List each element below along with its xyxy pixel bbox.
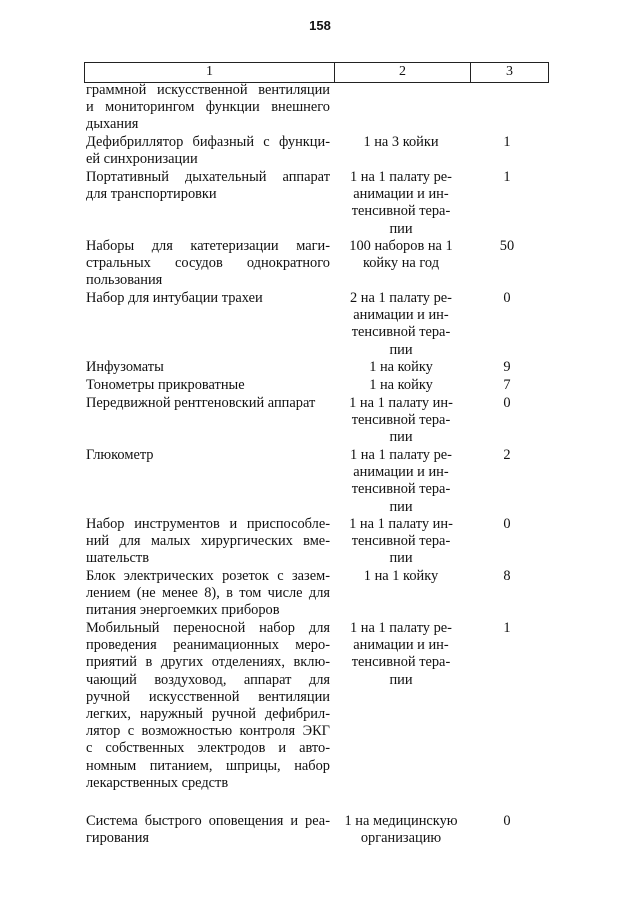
row-3-qty: 1 xyxy=(503,169,511,185)
row-11-name-line: питания энергоемких приборов xyxy=(86,602,280,619)
row-8-norm xyxy=(338,395,464,447)
row-3-name xyxy=(86,169,330,203)
row-7-name-line: Тонометры прикроватные xyxy=(86,377,245,393)
row-10-qty: 0 xyxy=(503,516,511,532)
row-12-name-line: приятий в других отделениях, вклю- xyxy=(86,654,330,671)
row-12-norm-line: тенсивной тера- xyxy=(351,654,451,671)
row-12-name-line: легких, наружный ручной дефибрил- xyxy=(86,706,330,723)
row-7-norm xyxy=(338,377,464,394)
row-6-qty: 9 xyxy=(503,359,511,375)
row-11-norm-line: 1 на 1 койку xyxy=(363,568,439,584)
row-13-name xyxy=(86,813,330,847)
row-2-qty: 1 xyxy=(503,134,511,150)
row-12-name-line: номным питанием, шприцы, набор xyxy=(86,757,330,774)
row-3-norm-line: анимации и ин- xyxy=(353,186,449,203)
row-7-norm-line: 1 на койку xyxy=(369,377,433,393)
row-10-norm xyxy=(338,516,464,568)
row-9-norm xyxy=(338,447,464,516)
row-5-qty: 0 xyxy=(503,290,511,306)
row-5-norm-line: 2 на 1 палату ре- xyxy=(350,290,452,306)
row-6-name-line: Инфузоматы xyxy=(86,359,164,375)
row-7-qty: 7 xyxy=(503,377,511,393)
row-4-norm-line: койку на год xyxy=(362,255,440,272)
row-9-norm-line: анимации и ин- xyxy=(353,464,449,481)
row-9-norm-line: 1 на 1 палату ре- xyxy=(350,447,452,463)
row-6-norm-line: 1 на койку xyxy=(369,359,433,375)
row-12-name-line: лекарственных средств xyxy=(86,774,229,791)
row-12-qty: 1 xyxy=(503,620,511,636)
row-5-norm-line: анимации и ин- xyxy=(353,307,449,324)
row-3-name-line: для транспортировки xyxy=(86,186,217,203)
row-8-name xyxy=(86,395,330,412)
header-col-2: 2 xyxy=(335,63,471,82)
row-2-name-line: Дефибриллятор бифазный с функци- xyxy=(86,134,330,150)
row-13-qty: 0 xyxy=(503,813,511,829)
row-3-norm-line: пии xyxy=(389,220,413,237)
row-5-norm-line: пии xyxy=(389,341,413,358)
row-13-norm-line: организацию xyxy=(360,830,442,847)
row-9-norm-line: тенсивной тера- xyxy=(351,481,451,498)
row-7-name xyxy=(86,377,330,394)
row-12-norm-line: анимации и ин- xyxy=(353,637,449,654)
row-1-name xyxy=(86,82,330,134)
row-2-name xyxy=(86,134,330,168)
row-4-name-line: стральных сосудов однократного xyxy=(86,255,330,272)
row-1-name-line: дыхания xyxy=(86,116,139,133)
row-11-norm xyxy=(338,568,464,585)
row-6-name xyxy=(86,359,330,376)
page-number: 158 xyxy=(309,18,331,33)
row-1-name-line: и мониторингом функции внешнего xyxy=(86,99,330,116)
row-4-name-line: пользования xyxy=(86,272,163,289)
row-10-name-line: Набор инструментов и приспособле- xyxy=(86,516,330,532)
row-12-name xyxy=(86,620,330,792)
row-4-name xyxy=(86,238,330,290)
row-9-norm-line: пии xyxy=(389,498,413,515)
row-1-name-line: граммной искусственной вентиляции xyxy=(86,82,330,98)
row-5-norm xyxy=(338,290,464,359)
row-11-qty: 8 xyxy=(503,568,511,584)
row-3-norm-line: 1 на 1 палату ре- xyxy=(350,169,452,185)
row-11-name-line: лением (не менее 8), в том числе для xyxy=(86,585,330,602)
row-12-name-line: проведения реанимационных меро- xyxy=(86,637,330,654)
row-8-qty: 0 xyxy=(503,395,511,411)
row-11-name-line: Блок электрических розеток с зазем- xyxy=(86,568,330,584)
row-3-name-line: Портативный дыхательный аппарат xyxy=(86,169,330,185)
row-10-name-line: шательств xyxy=(86,550,149,567)
row-10-norm-line: пии xyxy=(389,550,413,567)
row-9-name-line: Глюкометр xyxy=(86,447,154,463)
row-12-norm xyxy=(338,620,464,689)
row-12-norm-line: пии xyxy=(389,671,413,688)
row-13-norm xyxy=(338,813,464,847)
row-2-name-line: ей синхронизации xyxy=(86,151,198,168)
row-9-qty: 2 xyxy=(503,447,511,463)
row-12-norm-line: 1 на 1 палату ре- xyxy=(350,620,452,636)
row-4-qty: 50 xyxy=(499,238,515,254)
row-3-norm-line: тенсивной тера- xyxy=(351,203,451,220)
row-8-norm-line: тенсивной тера- xyxy=(351,412,451,429)
row-2-norm xyxy=(338,134,464,151)
row-4-norm-line: 100 наборов на 1 xyxy=(349,238,453,254)
row-12-name-line: чающий воздуховод, аппарат для xyxy=(86,671,330,688)
row-6-norm xyxy=(338,359,464,376)
row-10-norm-line: 1 на 1 палату ин- xyxy=(349,516,453,532)
row-3-norm xyxy=(338,169,464,238)
row-9-name xyxy=(86,447,330,464)
row-12-name-line: лятор с возможностью контроля ЭКГ xyxy=(86,723,330,740)
row-13-name-line: Система быстрого оповещения и реа- xyxy=(86,813,330,829)
row-13-name-line: гирования xyxy=(86,830,150,847)
row-8-norm-line: 1 на 1 палату ин- xyxy=(349,395,453,411)
row-5-norm-line: тенсивной тера- xyxy=(351,324,451,341)
row-4-name-line: Наборы для катетеризации маги- xyxy=(86,238,330,254)
row-12-name-line: с собственных электродов и авто- xyxy=(86,740,330,757)
row-12-name-line: ручной искусственной вентиляции xyxy=(86,688,330,705)
row-10-name xyxy=(86,516,330,568)
row-11-name xyxy=(86,568,330,620)
row-2-norm-line: 1 на 3 койки xyxy=(363,134,439,150)
header-col-3: 3 xyxy=(506,64,513,79)
table-header xyxy=(84,62,549,83)
row-13-norm-line: 1 на медицинскую xyxy=(344,813,458,829)
row-8-norm-line: пии xyxy=(389,429,413,446)
row-12-name-line: Мобильный переносной набор для xyxy=(86,620,330,636)
row-10-norm-line: тенсивной тера- xyxy=(351,533,451,550)
row-8-name-line: Передвижной рентгеновский аппарат xyxy=(86,395,316,411)
row-10-name-line: ний для малых хирургических вме- xyxy=(86,533,330,550)
row-5-name-line: Набор для интубации трахеи xyxy=(86,290,263,306)
header-col-1: 1 xyxy=(85,63,335,82)
row-4-norm xyxy=(338,238,464,272)
row-5-name xyxy=(86,290,330,307)
